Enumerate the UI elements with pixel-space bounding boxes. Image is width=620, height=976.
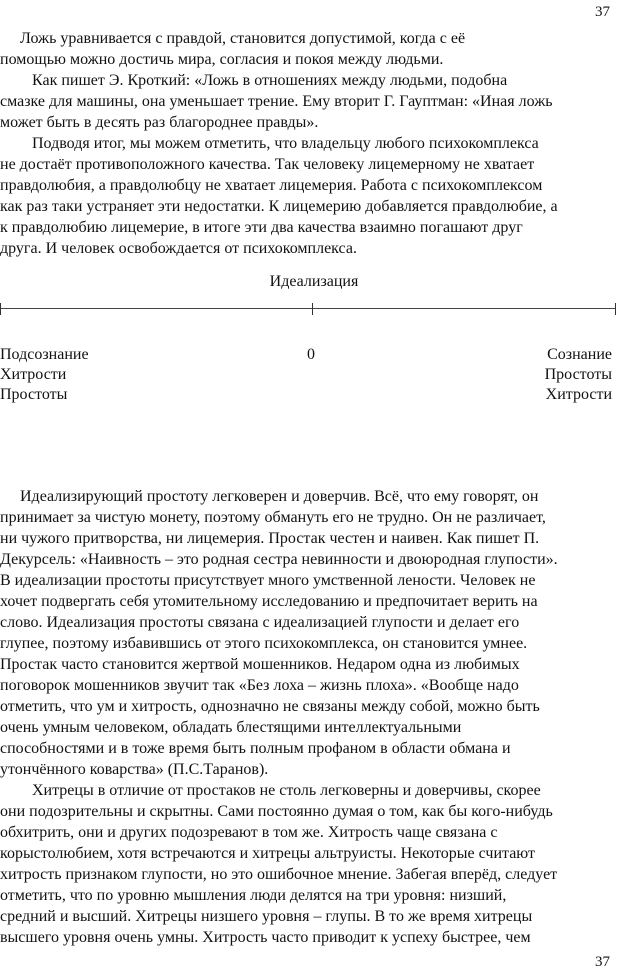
text-line: средний и высший. Хитрецы низшего уровня – глупы. В то же время хитрецы — [0, 908, 533, 925]
text-line: утончённого коварства» (П.С.Таранов). — [0, 761, 269, 778]
text-line: хочет подвергать себя утомительному исследованию и предпочитает верить на — [0, 593, 538, 610]
row-left-label: Подсознание — [0, 346, 89, 363]
text-line: обхитрить, они и других подозревают в том же. Хитрость чаще связана с — [0, 824, 498, 841]
diagram-row — [0, 385, 616, 405]
text-line: правдолюбия, а правдолюбцу не хватает лицемерия. Работа с психокомплексом — [0, 177, 543, 194]
text-line: друга. И человек освобождается от психокомплекса. — [0, 240, 357, 257]
text-line: поговорок мошенников звучит так «Без лоха – жизнь плоха». «Вообще надо — [0, 677, 519, 694]
row-left-label: Простоты — [0, 386, 68, 403]
scale-tick-left — [0, 303, 1, 315]
row-left-label: Хитрости — [0, 366, 67, 383]
text-line: помощью можно достичь мира, согласия и покоя между людьми. — [0, 51, 444, 68]
text-line: слово. Идеализация простоты связана с идеализацией глупости и делает его — [0, 614, 520, 631]
scale-axis — [0, 303, 616, 315]
diagram-row — [0, 345, 616, 365]
text-line: отметить, что ум и хитрость, однозначно не связаны между собой, можно быть — [0, 698, 540, 715]
row-center-label: 0 — [307, 346, 315, 363]
text-line: В идеализации простоты присутствует много умственной лености. Человек не — [0, 572, 536, 589]
text-line: способностями и в тоже время быть полным профаном в области обмана и — [0, 740, 511, 757]
text-line: Подводя итог, мы можем отметить, что владельцу любого психокомплекса — [0, 135, 539, 152]
text-line: хитрость признаком глупости, но это ошибочное мнение. Забегая вперёд, следует — [0, 866, 558, 883]
row-right-label: Хитрости — [545, 386, 612, 403]
text-line: смазке для машины, она уменьшает трение. Ему вторит Г. Гауптман: «Иная ложь — [0, 93, 553, 110]
text-line: принимает за чистую монету, поэтому обмануть его не трудно. Он не различает, — [0, 509, 546, 526]
text-line: отметить, что по уровню мышления люди делятся на три уровня: низший, — [0, 887, 507, 904]
text-block-top — [0, 28, 616, 259]
text-line: Декурсель: «Наивность – это родная сестра невинности и двоюродная глупости». — [0, 551, 558, 568]
text-line: глупее, поэтому избавившись от этого психокомплекса, он становится умнее. — [0, 635, 528, 652]
row-right-label: Простоты — [544, 366, 612, 383]
text-line: Ложь уравнивается с правдой, становится допустимой, когда с её — [0, 30, 466, 47]
text-line: как раз таки устраняет эти недостатки. К лицемерию добавляется правдолюбие, а — [0, 198, 558, 215]
page-number-bottom: 37 — [595, 954, 610, 970]
text-line: корыстолюбием, хотя встречаются и хитрецы альтруисты. Некоторые считают — [0, 845, 536, 862]
diagram-row — [0, 365, 616, 385]
scale-tick-center — [312, 303, 313, 315]
text-block-bottom — [0, 486, 616, 948]
text-line: высшего уровня очень умны. Хитрость часто приводит к успеху быстрее, чем — [0, 929, 531, 946]
text-line: Как пишет Э. Кроткий: «Ложь в отношениях между людьми, подобна — [0, 72, 508, 89]
text-line: Хитрецы в отличие от простаков не столь легковерны и доверчивы, скорее — [0, 782, 541, 799]
text-line: очень умным человеком, обладать блестящими интеллектуальными — [0, 719, 462, 736]
text-line: они подозрительны и скрытны. Сами постоянно думая о том, как бы кого-нибудь — [0, 803, 553, 820]
text-line: ни чужого притворства, ни лицемерия. Простак честен и наивен. Как пишет П. — [0, 530, 540, 547]
page-number-top: 37 — [595, 4, 610, 20]
text-line: к правдолюбию лицемерие, в итоге эти два качества взаимно погашают друг — [0, 219, 523, 236]
row-right-label: Сознание — [547, 346, 612, 363]
text-line: может быть в десять раз благороднее правды». — [0, 114, 319, 131]
diagram-title: Идеализация — [269, 273, 359, 290]
scale-tick-right — [615, 303, 616, 315]
text-line: Простак часто становится жертвой мошенников. Недаром одна из любимых — [0, 656, 520, 673]
text-line: Идеализирующий простоту легковерен и доверчив. Всё, что ему говорят, он — [0, 488, 539, 505]
text-line: не достаёт противоположного качества. Так человеку лицемерному не хватает — [0, 156, 535, 173]
scale-line — [0, 308, 616, 309]
